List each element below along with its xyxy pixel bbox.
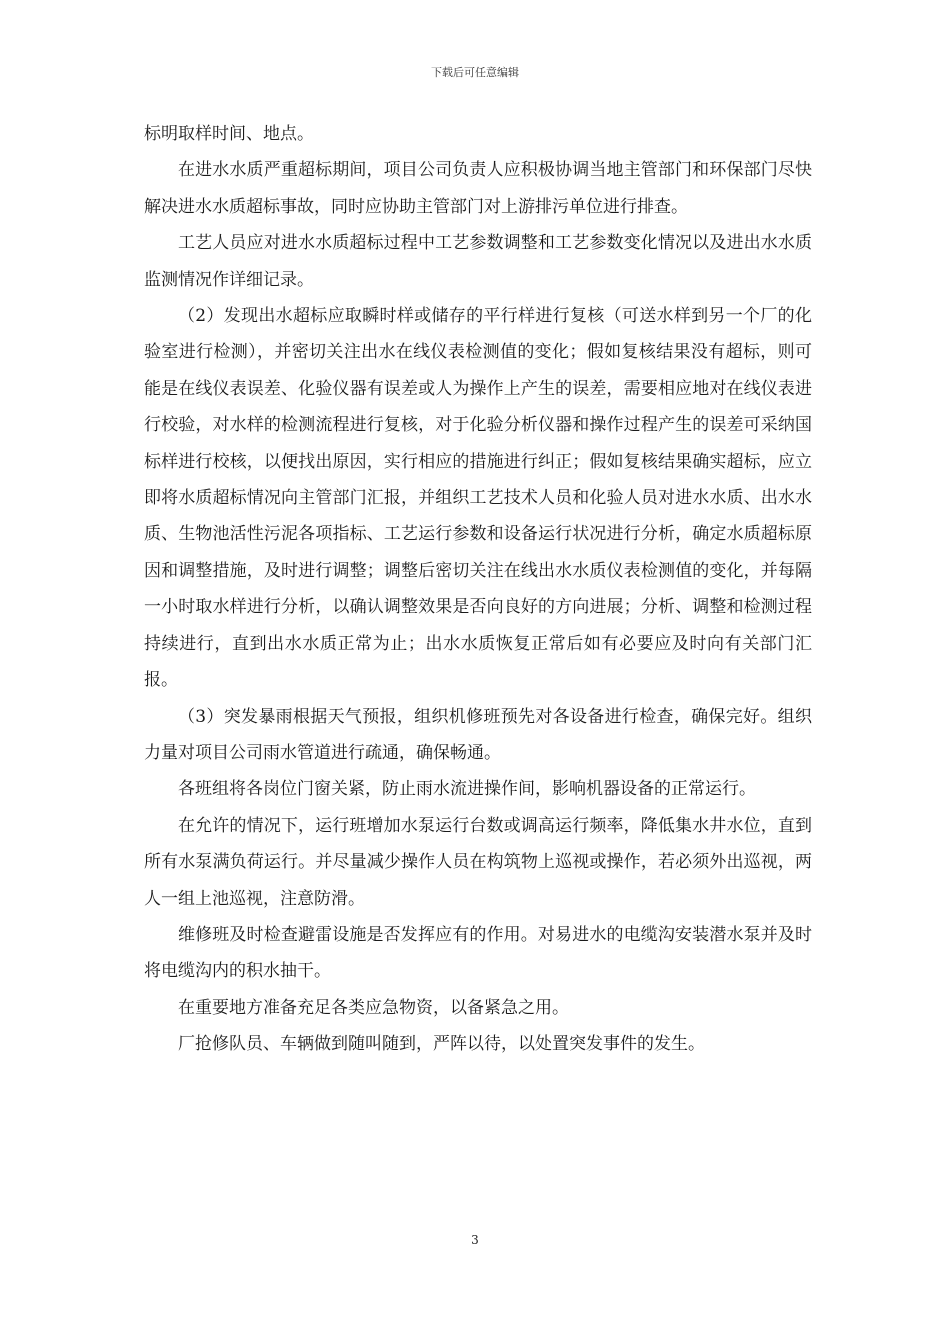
paragraph-7: 在允许的情况下，运行班增加水泵运行台数或调高运行频率，降低集水井水位，直到所有水泵满负荷运行。并尽量减少操作人员在构筑物上巡视或操作，若必须外出巡视，两人一组上池巡视，注意防滑。 bbox=[144, 815, 812, 909]
paragraph-1: 标明取样时间、地点。 bbox=[144, 124, 314, 144]
page-header: 下载后可任意编辑 bbox=[431, 66, 519, 79]
document-body bbox=[144, 116, 812, 1063]
paragraph-6: 各班组将各岗位门窗关紧，防止雨水流进操作间，影响机器设备的正常运行。 bbox=[178, 779, 756, 800]
paragraph-9: 在重要地方准备充足各类应急物资，以备紧急之用。 bbox=[178, 997, 569, 1018]
page-number: 3 bbox=[471, 1233, 479, 1247]
paragraph-3: 工艺人员应对进水水质超标过程中工艺参数调整和工艺参数变化情况以及进出水水质监测情况作详细记录。 bbox=[144, 233, 812, 290]
paragraph-8: 维修班及时检查避雷设施是否发挥应有的作用。对易进水的电缆沟安装潜水泵并及时将电缆沟内的积水抽干。 bbox=[144, 924, 812, 982]
paragraph-4: （2）发现出水超标应取瞬时样或储存的平行样进行复核（可送水样到另一个厂的化验室进行检测），并密切关注出水在线仪表检测值的变化；假如复核结果没有超标，则可能是在线仪表误差、化验仪器有误差或人为操作上产生的误差，需要相应地对在线仪表进行校验，对水样的检测流程进行复核，对于化验分析仪器和操作过程产生的误差可采纳国标样进行校核，以便找出原因，实行相应的措施进行纠正；假如复核结果确实超标，应立即将水质超标情况向主管部门汇报，并组织工艺技术人员和化验人员对进水水质、出水水质、生物池活性污泥各项指标、工艺运行参数和设备运行状况进行分析，确定水质超标原因和调整措施，及时进行调整；调整后密切关注在线出水水质仪表检测值的变化，并每隔一小时取水样进行分析，以确认调整效果是否向良好的方向进展；分析、调整和检测过程持续进行，直到出水水质正常为止；出水水质恢复正常后如有必要应及时向有关部门汇报。 bbox=[144, 306, 812, 691]
paragraph-5: （3）突发暴雨根据天气预报，组织机修班预先对各设备进行检查，确保完好。组织力量对项目公司雨水管道进行疏通，确保畅通。 bbox=[144, 706, 812, 763]
paragraph-10: 厂抢修队员、车辆做到随叫随到，严阵以待，以处置突发事件的发生。 bbox=[178, 1034, 705, 1055]
paragraph-2: 在进水水质严重超标期间，项目公司负责人应积极协调当地主管部门和环保部门尽快解决进水水质超标事故，同时应协助主管部门对上游排污单位进行排查。 bbox=[144, 160, 812, 217]
